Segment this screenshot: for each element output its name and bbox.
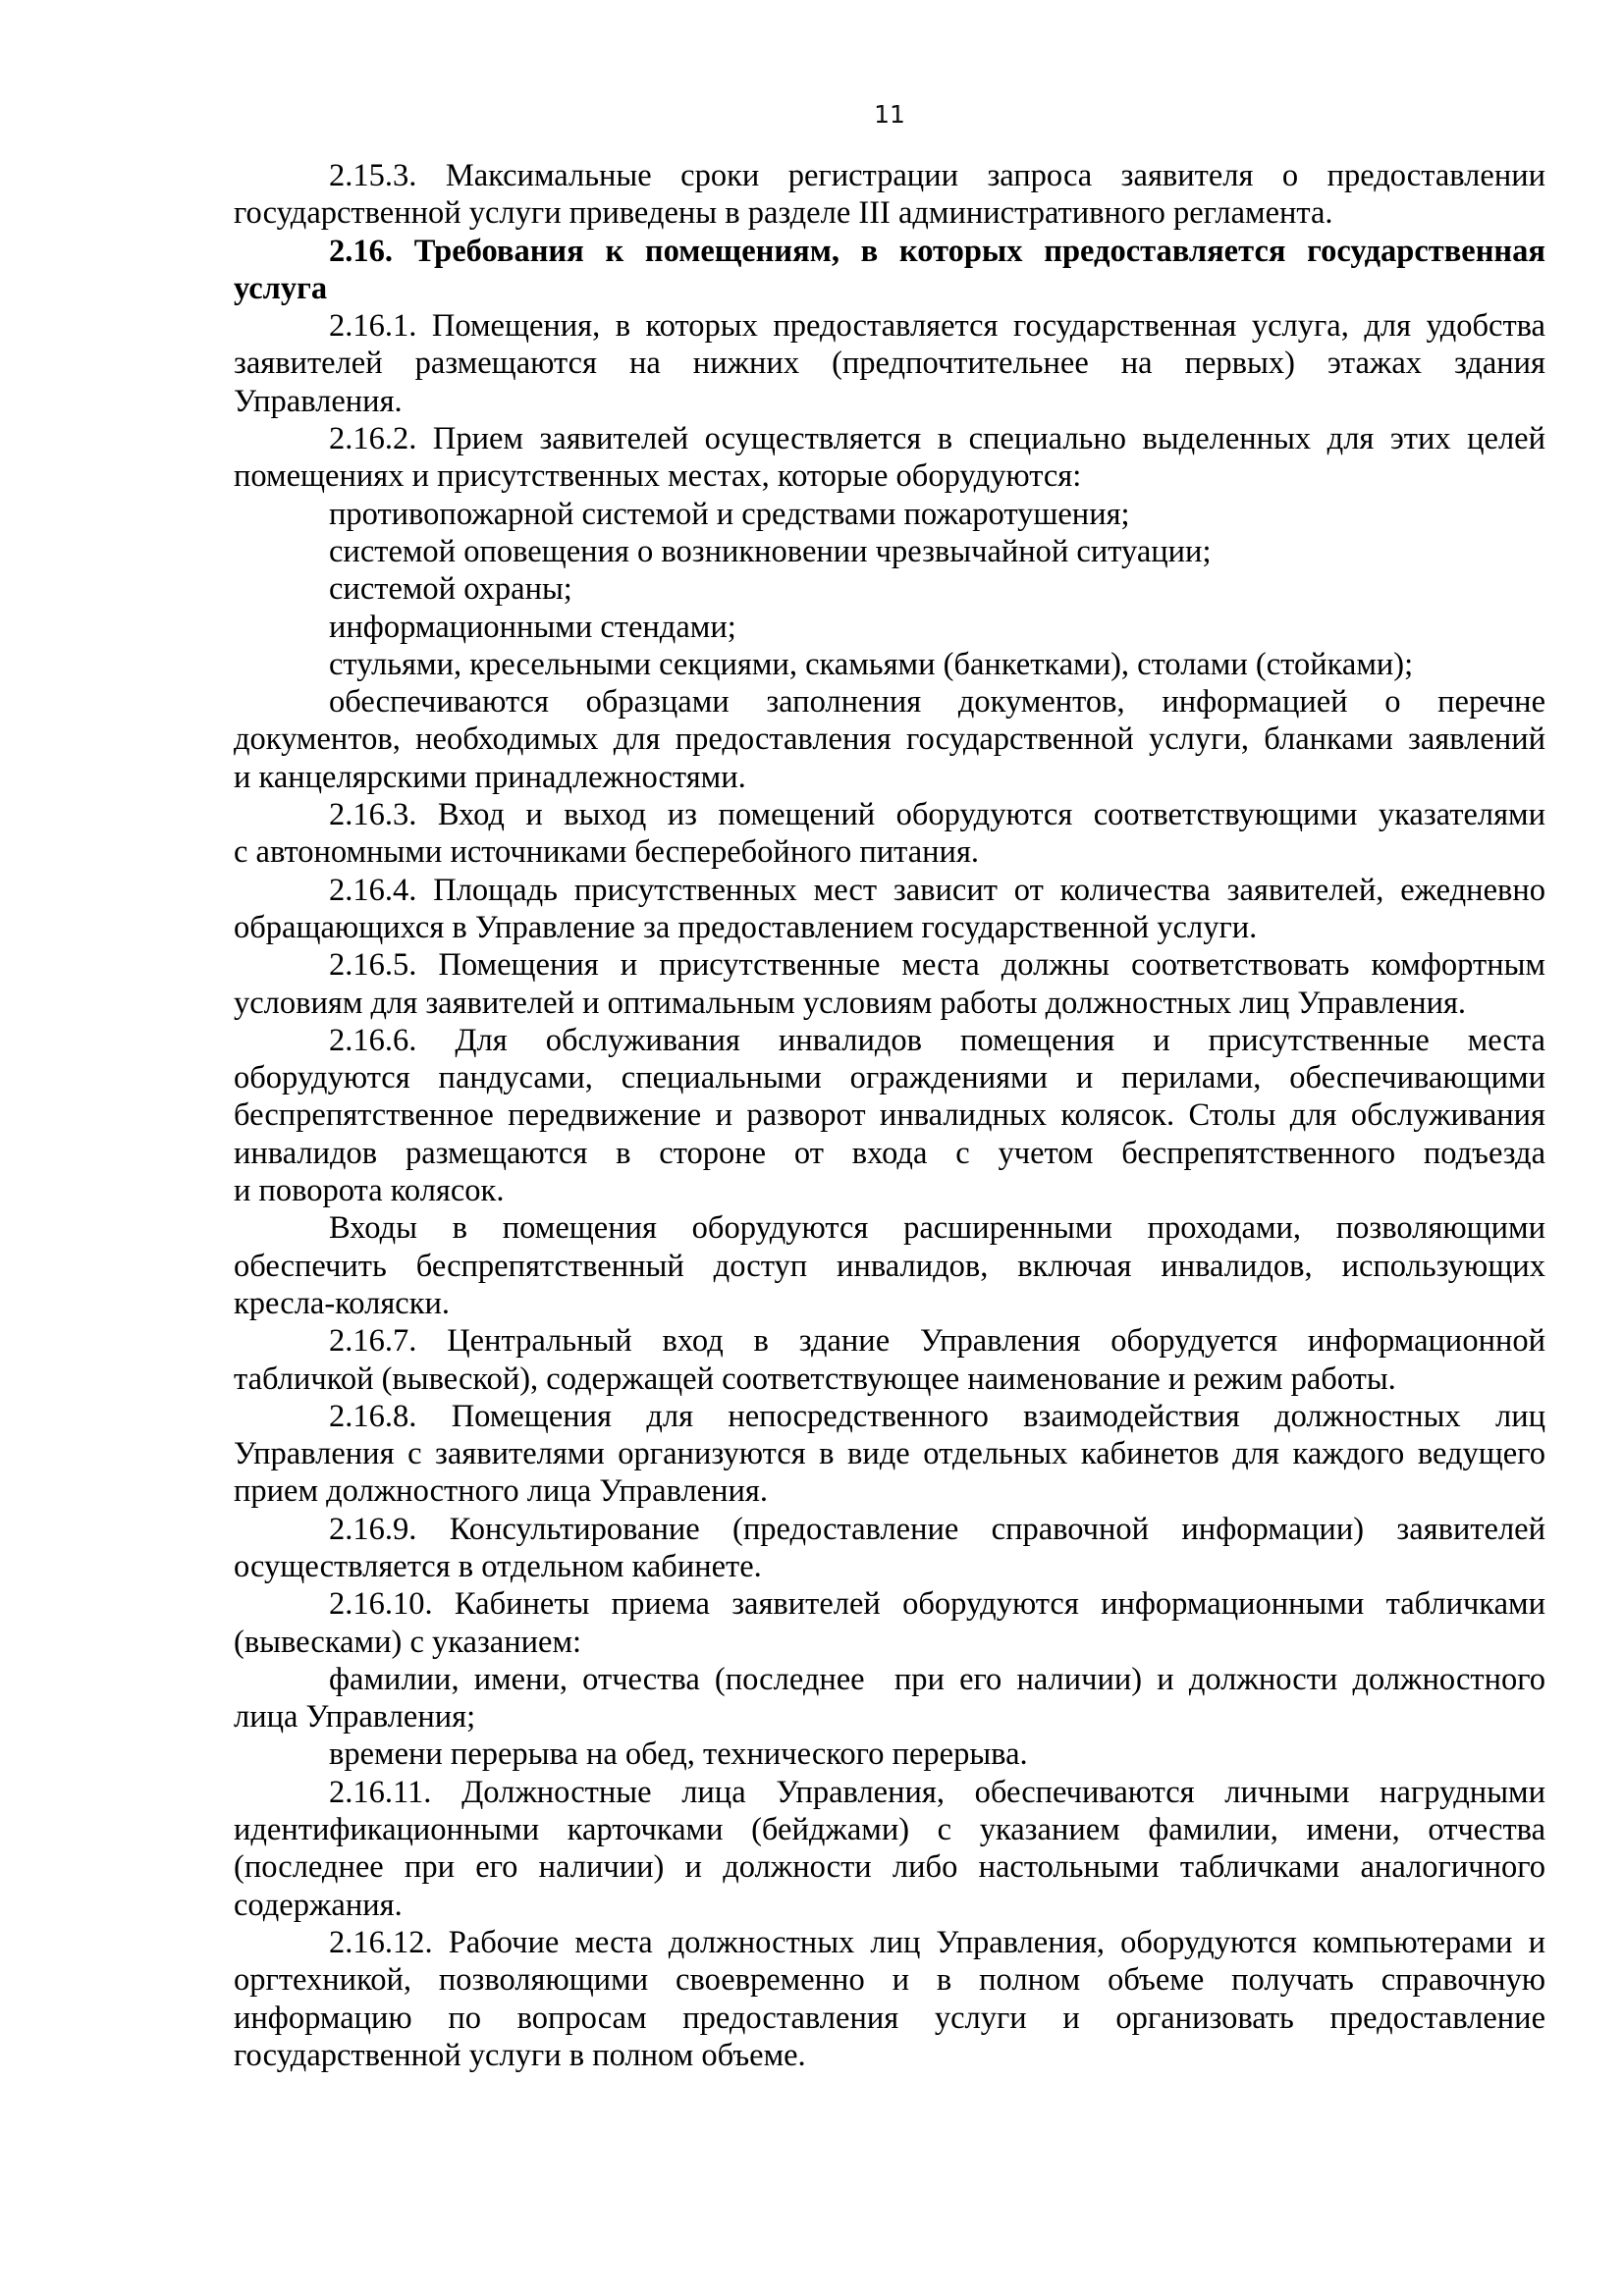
paragraph-2-16-5 (234, 946, 1545, 1022)
text-line: фамилии, имени, отчества (последнее при его наличии) и должности должностного (329, 1661, 1545, 1697)
text-line: с автономными источниками бесперебойного питания. (234, 834, 980, 871)
text-line: времени перерыва на обед, технического перерыва. (329, 1736, 1028, 1773)
paragraph-2-16-1 (234, 307, 1545, 420)
text-line: 2.16.8. Помещения для непосредственного взаимодействия должностных лиц (329, 1398, 1545, 1434)
section-heading-2-16 (234, 233, 1545, 308)
text-line: Управления с заявителями организуются в виде отдельных кабинетов для каждого ведущего (234, 1436, 1545, 1472)
text-line: содержания. (234, 1887, 403, 1923)
text-line: табличкой (вывеской), содержащей соответствующее наименование и режим работы. (234, 1361, 1396, 1397)
text-line: обращающихся в Управление за предоставлением государственной услуги. (234, 909, 1258, 945)
text-line: 2.16. Требования к помещениям, в которых предоставляется государственная (329, 233, 1545, 269)
text-line: условиям для заявителей и оптимальным условиям работы должностных лиц Управления. (234, 985, 1467, 1021)
paragraph-entrances (234, 1209, 1545, 1322)
text-line: и поворота колясок. (234, 1173, 505, 1209)
text-line: 2.16.6. Для обслуживания инвалидов помещения и присутственные места (329, 1022, 1545, 1058)
text-line: государственной услуги приведены в разделе III административного регламента. (234, 195, 1333, 232)
text-line: 2.16.2. Прием заявителей осуществляется в специально выделенных для этих целей (329, 421, 1545, 457)
paragraph-2-16-4 (234, 872, 1545, 947)
text-line: 2.16.7. Центральный вход в здание Управления оборудуется информационной (329, 1323, 1545, 1360)
paragraph-2-16-12 (234, 1924, 1545, 2074)
text-line: (последнее при его наличии) и должности либо настольными табличками аналогичного (234, 1849, 1545, 1886)
list-item-officer-name (234, 1661, 1545, 1736)
text-line: 2.16.11. Должностные лица Управления, обеспечиваются личными нагрудными (329, 1774, 1545, 1810)
text-line: обеспечить беспрепятственный доступ инвалидов, включая инвалидов, использующих (234, 1248, 1545, 1284)
text-line: лица Управления; (234, 1699, 476, 1735)
paragraph-2-16-3 (234, 796, 1545, 872)
list-item-fire-safety (234, 496, 1545, 533)
text-line: помещениях и присутственных местах, которые оборудуются: (234, 458, 1082, 495)
text-line: стульями, кресельными секциями, скамьями (банкетками), столами (стойками); (329, 646, 1414, 682)
list-item-document-samples (234, 683, 1545, 796)
text-line: прием должностного лица Управления. (234, 1473, 768, 1510)
text-line: заявителей размещаются на нижних (предпочтительнее на первых) этажах здания (234, 346, 1545, 382)
text-line: 2.16.4. Площадь присутственных мест зависит от количества заявителей, ежедневно (329, 872, 1545, 908)
paragraph-2-16-11 (234, 1774, 1545, 1924)
text-line: оборудуются пандусами, специальными ограждениями и перилами, обеспечивающими (234, 1060, 1545, 1096)
text-line: документов, необходимых для предоставления государственной услуги, бланками заявлений (234, 721, 1545, 758)
document-body (234, 157, 1545, 2074)
text-line: информационными стендами; (329, 609, 736, 645)
text-line: и канцелярскими принадлежностями. (234, 759, 746, 795)
paragraph-2-16-2 (234, 420, 1545, 496)
paragraph-2-16-6 (234, 1022, 1545, 1209)
page-number: 11 (874, 100, 905, 129)
text-line: противопожарной системой и средствами пожаротушения; (329, 496, 1130, 532)
paragraph-2-16-7 (234, 1322, 1545, 1398)
paragraph-2-15-3 (234, 157, 1545, 233)
text-line: 2.16.1. Помещения, в которых предоставляется государственная услуга, для удобства (329, 308, 1545, 345)
list-item-furniture (234, 646, 1545, 683)
text-line: оргтехникой, позволяющими своевременно и в полном объеме получать справочную (234, 1962, 1545, 1999)
text-line: осуществляется в отдельном кабинете. (234, 1548, 762, 1584)
text-line: беспрепятственное передвижение и разворот инвалидных колясок. Столы для обслуживания (234, 1097, 1545, 1134)
list-item-break-time (234, 1735, 1545, 1773)
text-line: Управления. (234, 383, 403, 419)
text-line: государственной услуги в полном объеме. (234, 2037, 806, 2073)
text-line: информацию по вопросам предоставления услуги и организовать предоставление (234, 2000, 1545, 2036)
list-item-emergency-alert (234, 533, 1545, 570)
paragraph-2-16-8 (234, 1398, 1545, 1511)
text-line: 2.16.5. Помещения и присутственные места должны соответствовать комфортным (329, 947, 1545, 984)
text-line: 2.16.12. Рабочие места должностных лиц Управления, оборудуются компьютерами и (329, 1924, 1545, 1960)
list-item-security-system (234, 570, 1545, 608)
text-line: услуга (234, 270, 328, 306)
text-line: системой охраны; (329, 571, 572, 608)
paragraph-2-16-10 (234, 1585, 1545, 1661)
list-item-info-stands (234, 609, 1545, 646)
text-line: (вывесками) с указанием: (234, 1624, 582, 1660)
text-line: 2.16.3. Вход и выход из помещений оборудуются соответствующими указателями (329, 797, 1545, 833)
text-line: идентификационными карточками (бейджами) с указанием фамилии, имени, отчества (234, 1812, 1545, 1848)
text-line: системой оповещения о возникновении чрезвычайной ситуации; (329, 533, 1212, 569)
text-line: обеспечиваются образцами заполнения документов, информацией о перечне (329, 684, 1545, 721)
text-line: 2.16.10. Кабинеты приема заявителей оборудуются информационными табличками (329, 1586, 1545, 1623)
paragraph-2-16-9 (234, 1511, 1545, 1586)
text-line: инвалидов размещаются в стороне от входа с учетом беспрепятственного подъезда (234, 1135, 1545, 1171)
text-line: кресла-коляски. (234, 1285, 451, 1321)
text-line: 2.15.3. Максимальные сроки регистрации запроса заявителя о предоставлении (329, 158, 1545, 193)
text-line: 2.16.9. Консультирование (предоставление справочной информации) заявителей (329, 1511, 1545, 1547)
text-line: Входы в помещения оборудуются расширенными проходами, позволяющими (329, 1210, 1545, 1247)
